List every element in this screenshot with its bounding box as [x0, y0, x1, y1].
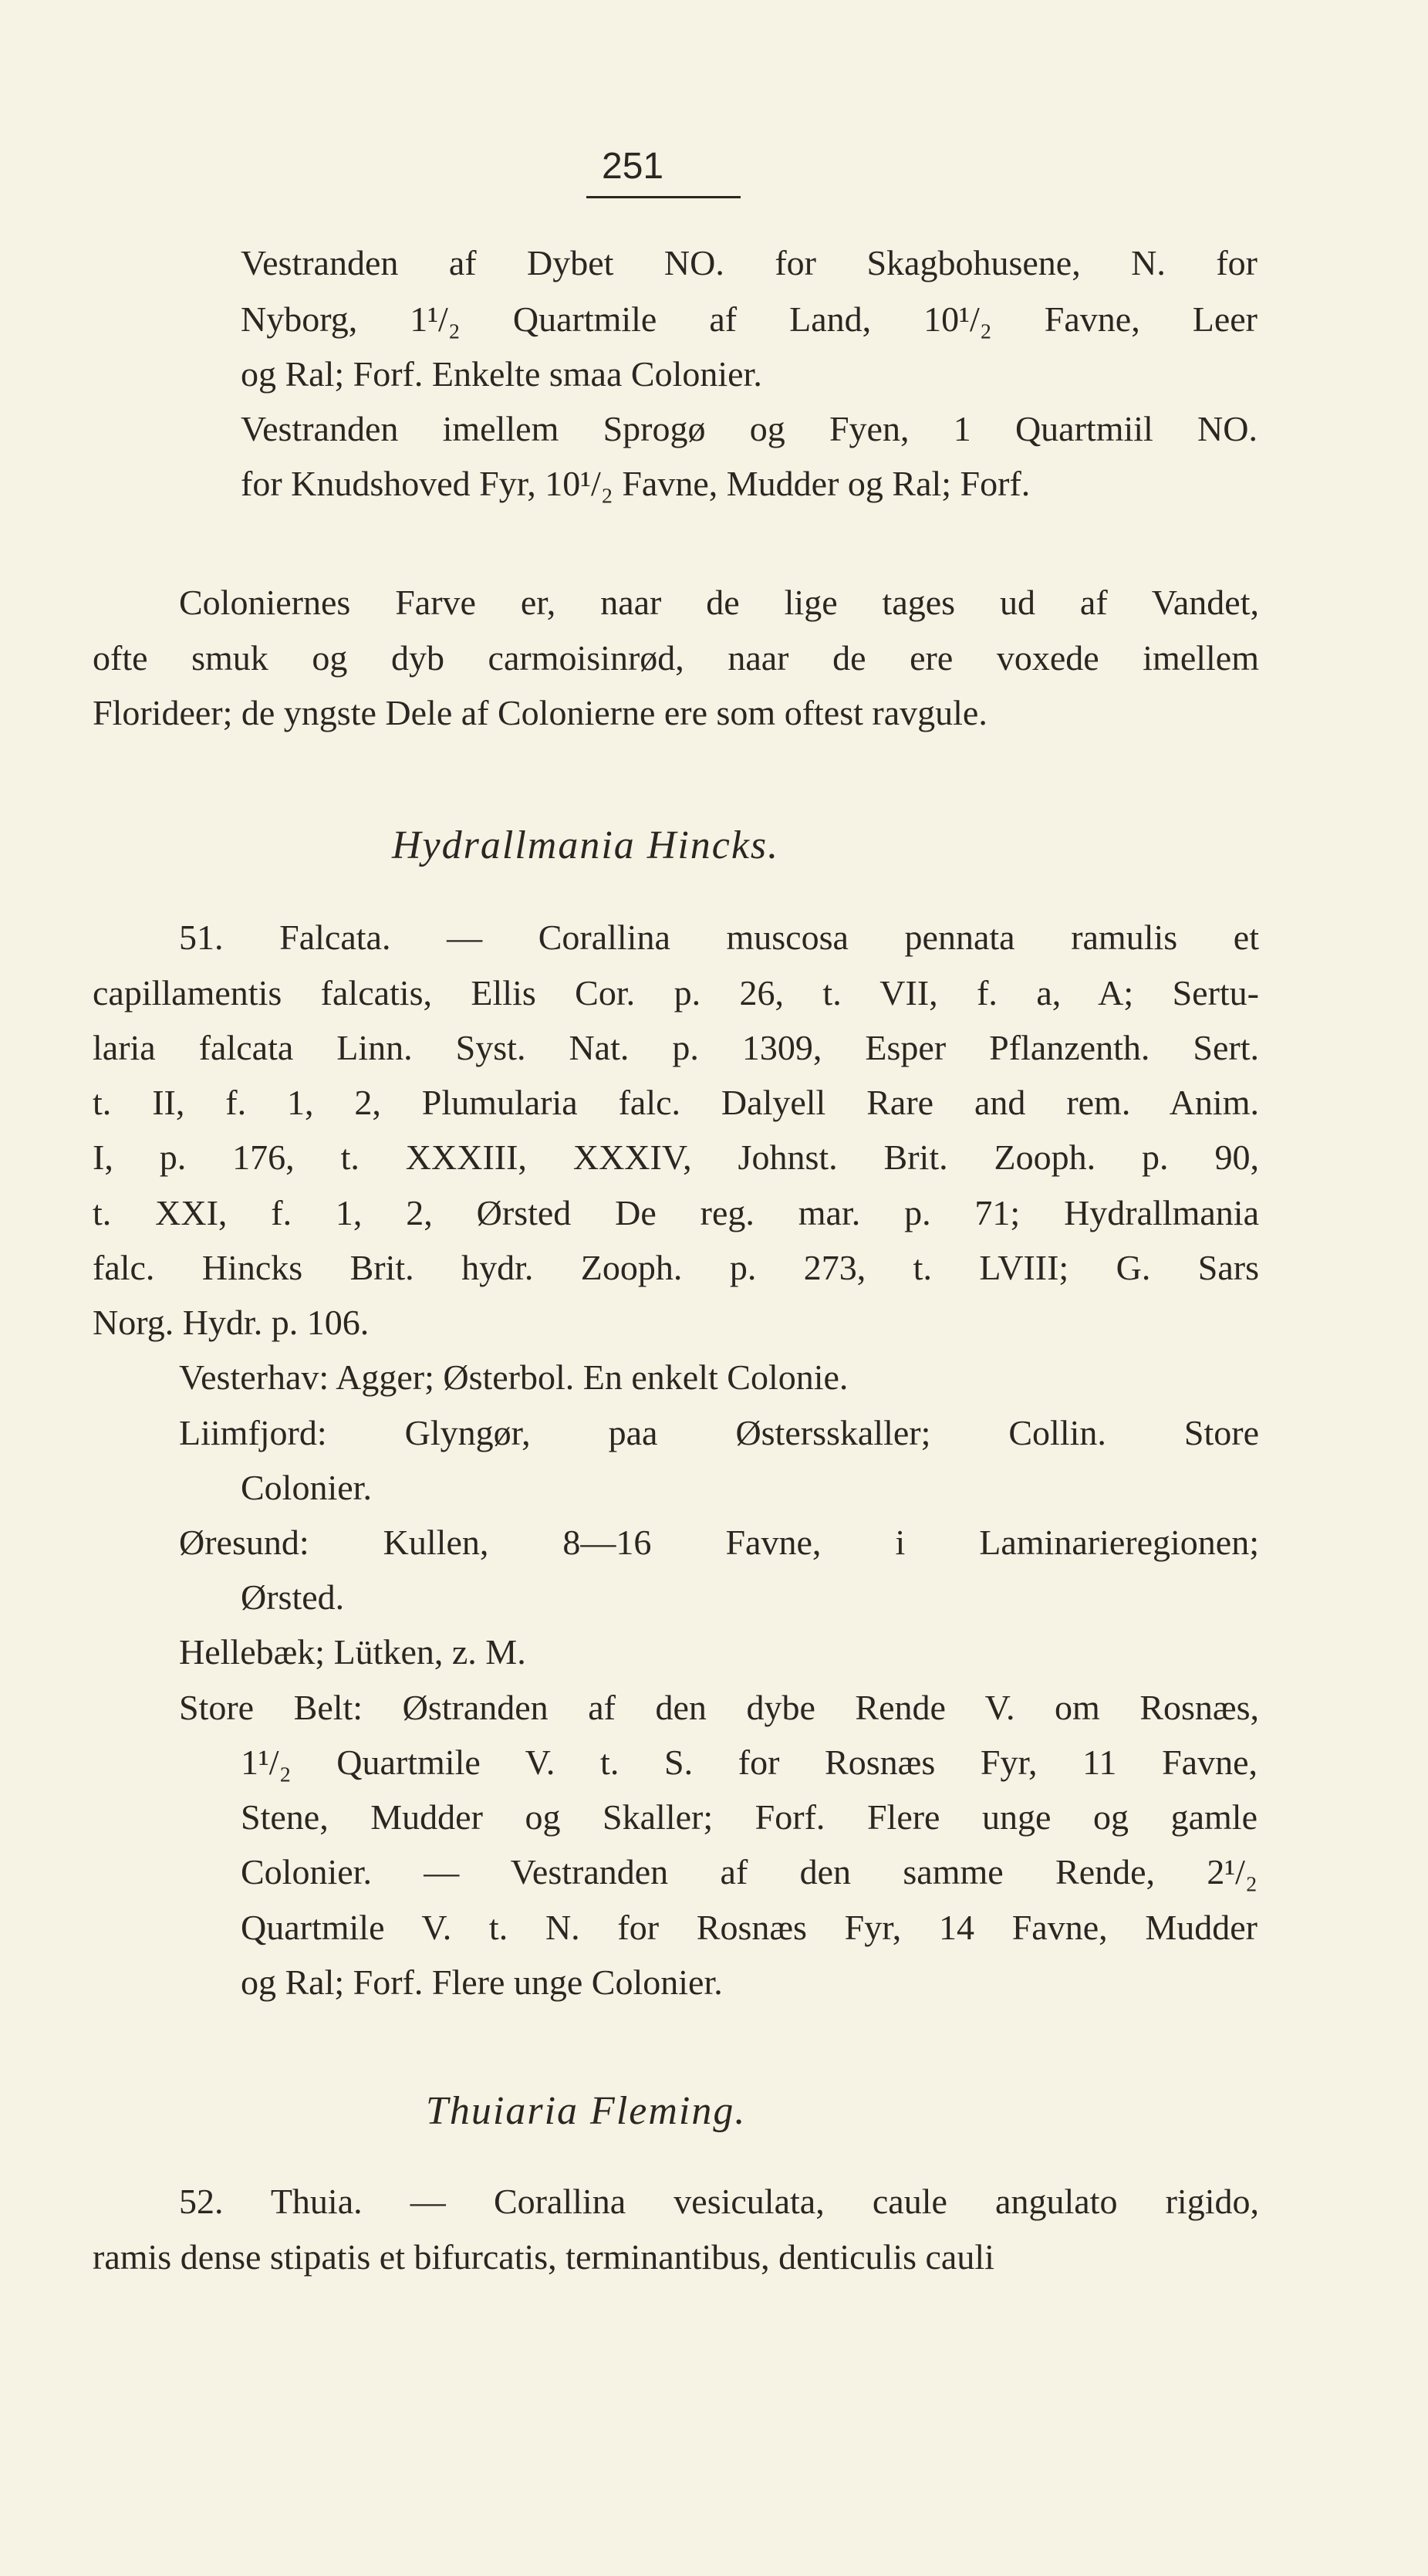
text-line: Vestranden imellem Sprogø og Fyen, 1 Quartmiil NO. [241, 409, 1258, 448]
text-line: 1¹/₂ Quartmile V. t. S. for Rosnæs Fyr, 11 Favne, [241, 1743, 1258, 1782]
text-line: Quartmile V. t. N. for Rosnæs Fyr, 14 Favne, Mudder [241, 1908, 1258, 1947]
text-line: Florideer; de yngste Dele af Colonierne ere som oftest ravgule. [93, 693, 987, 732]
text-line: Stene, Mudder og Skaller; Forf. Flere unge og gamle [241, 1797, 1258, 1837]
text-line: laria falcata Linn. Syst. Nat. p. 1309, Esper Pflanzenth. Sert. [93, 1028, 1259, 1067]
text-line: I, p. 176, t. XXXIII, XXXIV, Johnst. Brit. Zooph. p. 90, [93, 1138, 1259, 1177]
text-line: t. II, f. 1, 2, Plumularia falc. Dalyell Rare and rem. Anim. [93, 1083, 1259, 1122]
text-line: og Ral; Forf. Flere unge Colonier. [241, 1962, 723, 2002]
text-line: ramis dense stipatis et bifurcatis, terminantibus, denticulis cauli [93, 2237, 994, 2277]
text-line: Coloniernes Farve er, naar de lige tages ud af Vandet, [179, 583, 1259, 622]
text-line: Ørsted. [241, 1577, 345, 1617]
page-number: 251 [602, 146, 664, 187]
text-line: Øresund: Kullen, 8—16 Favne, i Laminarieregionen; [179, 1523, 1259, 1562]
text-line: capillamentis falcatis, Ellis Cor. p. 26, t. VII, f. a, A; Sertu- [93, 973, 1259, 1012]
text-line: Hellebæk; Lütken, z. M. [179, 1632, 526, 1672]
section-heading: Hydrallmania Hincks. [392, 823, 780, 867]
page-number-rule [586, 196, 741, 198]
text-line: 51. Falcata. — Corallina muscosa pennata ramulis et [179, 918, 1259, 957]
text-line: for Knudshoved Fyr, 10¹/₂ Favne, Mudder og Ral; Forf. [241, 464, 1031, 503]
text-line: Vestranden af Dybet NO. for Skagbohusene, N. for [241, 243, 1258, 282]
text-line: og Ral; Forf. Enkelte smaa Colonier. [241, 354, 762, 394]
text-line: ofte smuk og dyb carmoisinrød, naar de ere voxede imellem [93, 638, 1259, 678]
text-line: Colonier. — Vestranden af den samme Rende, 2¹/₂ [241, 1852, 1258, 1891]
text-line: Nyborg, 1¹/₂ Quartmile af Land, 10¹/₂ Favne, Leer [241, 299, 1258, 339]
text-line: 52. Thuia. — Corallina vesiculata, caule angulato rigido, [179, 2182, 1259, 2221]
text-line: Norg. Hydr. p. 106. [93, 1303, 370, 1342]
text-line: Vesterhav: Agger; Østerbol. En enkelt Colonie. [179, 1357, 849, 1397]
section-heading: Thuiaria Fleming. [426, 2089, 747, 2133]
text-line: Store Belt: Østranden af den dybe Rende V. om Rosnæs, [179, 1688, 1259, 1727]
text-line: Colonier. [241, 1468, 372, 1507]
text-line: Liimfjord: Glyngør, paa Østersskaller; Collin. Store [179, 1413, 1259, 1452]
text-line: falc. Hincks Brit. hydr. Zooph. p. 273, t. LVIII; G. Sars [93, 1248, 1259, 1287]
text-line: t. XXI, f. 1, 2, Ørsted De reg. mar. p. 71; Hydrallmania [93, 1193, 1259, 1232]
